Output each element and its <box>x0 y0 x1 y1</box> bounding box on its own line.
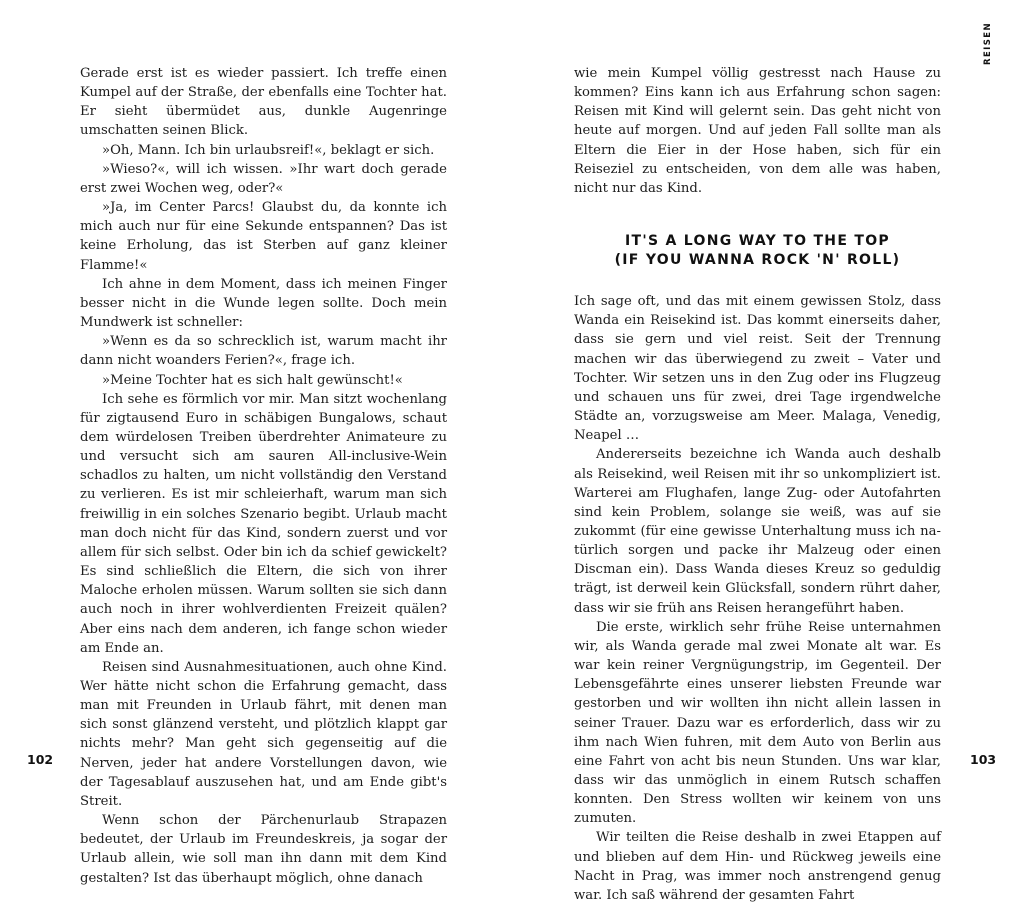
paragraph: Reisen sind Ausnahmesituationen, auch ohne Kind. Wer hätte nicht schon die Erfahrung gemacht, dass man mit Freunden in Urlaub fährt, mit denen man sich sonst glänzend versteht, und plötzlich klappt gar nichts mehr? Man geht sich gegenseitig auf die Nerven, jeder hat andere Vorstellungen davon, wie der Tagesablauf auszusehen hat, und am Ende gibt's Streit. <box>80 659 447 809</box>
right-page-text <box>574 64 941 905</box>
page-number-right: 103 <box>970 752 997 767</box>
paragraph: »Wenn es da so schrecklich ist, warum macht ihr dann nicht woanders Ferien?«, frage ich. <box>80 334 447 369</box>
paragraph: »Wieso?«, will ich wissen. »Ihr wart doch gerade erst zwei Wochen weg, oder?« <box>80 161 447 196</box>
paragraph: Wenn schon der Pärchenurlaub Strapazen bedeutet, der Urlaub im Freundeskreis, ja sogar der Urlaub allein, wie soll man ihn dann mit dem Kind gestalten? Ist das überhaupt möglich, ohne danach <box>80 813 447 886</box>
paragraph: wie mein Kumpel völlig gestresst nach Hause zu kommen? Eins kann ich aus Erfahrung schon sagen: Reisen mit Kind will gelernt sein. Das geht nicht von heute auf morgen. Und auf jeden Fall sollte man als Eltern die Eier in der Hose haben, sich für ein Reiseziel zu entscheiden, von dem alle was haben, nicht nur das Kind. <box>574 66 941 196</box>
paragraph: »Ja, im Center Parcs! Glaubst du, da konnte ich mich auch nur für eine Sekunde entspannen? Das ist keine Erholung, das ist Sterben auf ganz kleiner Flamme!« <box>80 200 447 273</box>
running-head: REISEN <box>983 22 993 65</box>
paragraph: Ich sage oft, und das mit einem gewissen Stolz, dass Wanda ein Reisekind ist. Das kommt einerseits daher, dass sie gern und viel reist. Seit der Trennung machen wir das überwiegend zu zweit – Vater und Tochter. Wir setzen uns in den Zug oder ins Flugzeug und schauen uns für zwei, drei Tage irgendwelche Städte an, vorzugsweise am Meer. Malaga, Venedig, Neapel … <box>574 294 941 444</box>
paragraph: »Meine Tochter hat es sich halt gewünscht!« <box>102 372 403 388</box>
section-heading-line: IT'S A LONG WAY TO THE TOP <box>625 233 890 250</box>
paragraph: »Oh, Mann. Ich bin urlaubsreif!«, beklagt er sich. <box>102 142 435 158</box>
paragraph: Andererseits bezeichne ich Wanda auch deshalb als Reisekind, weil Reisen mit ihr so unkompliziert ist. Warterei am Flughafen, lange Zug- oder Autofahrten sind kein Problem, solange sie weiß, was auf sie zukommt (für eine gewisse Unterhaltung muss ich natürlich sorgen und packe ihr Malzeug oder einen Discman ein). Dass Wanda dieses Kreuz so geduldig trägt, ist derweil kein Glücksfall, sondern rührt daher, dass wir sie früh ans Reisen herangeführt haben. <box>574 447 941 616</box>
section-heading-line: (IF YOU WANNA ROCK 'N' ROLL) <box>614 252 901 269</box>
paragraph: Die erste, wirklich sehr frühe Reise unternahmen wir, als Wanda gerade mal zwei Monate alt war. Es war kein reiner Vergnügungstrip, im Gegenteil. Der Lebensgefährte eines unserer liebsten Freunde war gestorben und wir wollten ihn nicht allein lassen in seiner Trauer. Dazu war es erforderlich, dass wir zu ihm nach Wien fuhren, mit dem Auto von Berlin aus eine Fahrt von acht bis neun Stunden. Uns war klar, dass wir das unmöglich in einem Rutsch schaffen konnten. Den Stress wollten wir keinem von uns zumuten. <box>574 619 941 827</box>
paragraph: Wir teilten die Reise deshalb in zwei Etappen auf und blieben auf dem Hin- und Rückweg jeweils eine Nacht in Prag, was immer noch anstrengend genug war. Ich saß während der gesamten Fahrt <box>574 830 941 903</box>
paragraph: Gerade erst ist es wieder passiert. Ich treffe einen Kumpel auf der Straße, der ebenfalls eine Tochter hat. Er sieht übermüdet aus, dunkle Augenringe umschatten seinen Blick. <box>80 66 447 139</box>
paragraph: Ich ahne in dem Moment, dass ich meinen Finger besser nicht in die Wunde legen sollte. Doch mein Mundwerk ist schneller: <box>80 276 447 331</box>
left-page-text <box>80 64 447 888</box>
section-heading <box>574 232 941 270</box>
page-number-left: 102 <box>27 752 54 767</box>
paragraph: Ich sehe es förmlich vor mir. Man sitzt wochenlang für zigtausend Euro in schäbigen Bungalows, schaut dem würdelosen Treiben überdrehter Animateure zu und versucht sich am sauren All-inclusive-Wein schadlos zu halten, um nicht vollständig den Verstand zu verlieren. Es ist mir schleierhaft, warum man sich freiwillig in ein solches Szenario begibt. Urlaub macht man doch nicht für das Kind, sondern zuerst und vor allem für sich selbst. Oder bin ich da schief gewickelt? Es sind schließlich die Eltern, die sich von ihrer Maloche erholen müssen. Warum sollten sie sich dann auch noch in ihrer wohlverdienten Freizeit quälen? Aber eins nach dem anderen, ich fange schon wieder am Ende an. <box>80 391 447 656</box>
